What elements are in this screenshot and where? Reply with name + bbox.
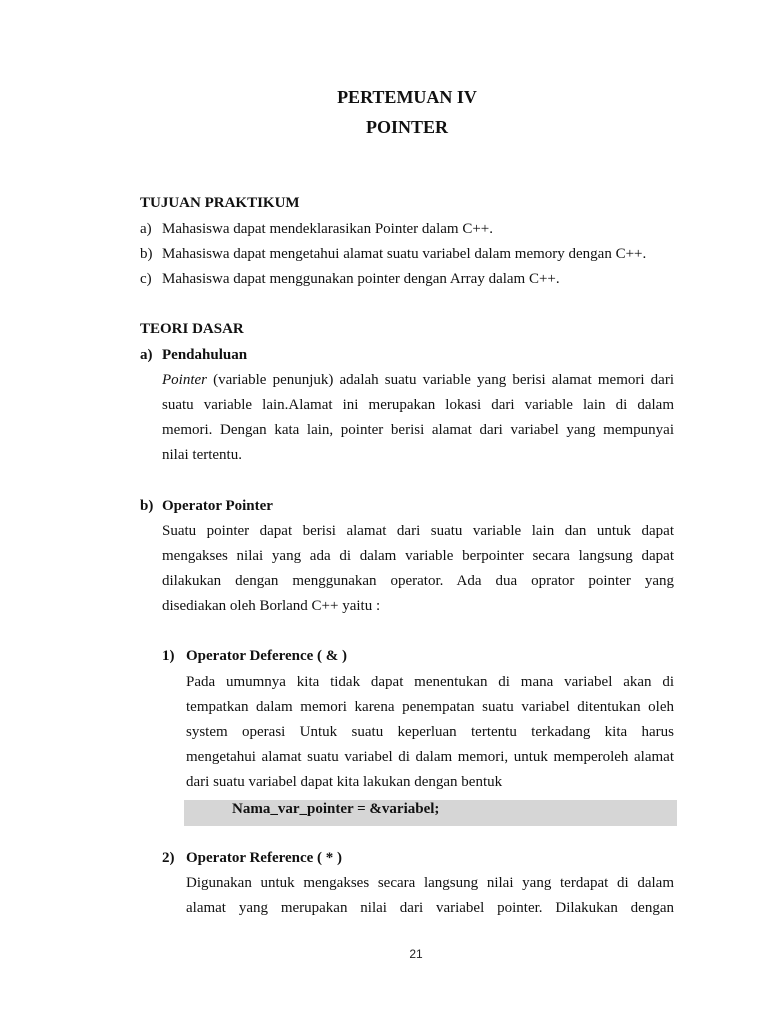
- line-text: (variable penunjuk) adalah suatu variable yang berisi alamat memori dari: [213, 372, 674, 388]
- page-number: 21: [409, 947, 423, 961]
- objective-item-text: Mahasiswa dapat mendeklarasikan Pointer dalam C++.: [162, 221, 493, 237]
- subsection-label: a): [140, 347, 153, 363]
- subsection-title: Operator Pointer: [162, 498, 273, 514]
- subsection-number: 1): [162, 648, 175, 664]
- objective-item-text: Mahasiswa dapat mengetahui alamat suatu variabel dalam memory dengan C++.: [162, 246, 647, 262]
- paragraph-line: mengetahui alamat suatu variabel di dalam memori, untuk memperoleh alamat: [186, 749, 674, 765]
- paragraph-line: Suatu pointer dapat berisi alamat dari suatu variable lain dan untuk dapat: [162, 523, 674, 539]
- code-syntax-box: [184, 800, 677, 826]
- objectives-list: [140, 217, 700, 292]
- objective-item-label: c): [140, 271, 152, 287]
- paragraph-line: nilai tertentu.: [162, 447, 242, 463]
- subsection-title: Pendahuluan: [162, 347, 248, 363]
- paragraph-line: mengakses nilai yang ada di dalam variable berpointer secara langsung dapat: [162, 548, 674, 564]
- subsection-title: Operator Reference ( * ): [186, 850, 343, 866]
- paragraph-line: [162, 368, 674, 393]
- section-heading-teori-dasar: TEORI DASAR: [140, 321, 244, 337]
- subsection-title: Operator Deference ( & ): [186, 648, 348, 664]
- paragraph-line: tempatkan dalam memori karena penempatan suatu variabel ditentukan oleh: [186, 699, 674, 715]
- subsection-heading-operator-reference: [162, 846, 342, 871]
- paragraph-pendahuluan: [162, 368, 674, 468]
- objective-item-label: b): [140, 246, 153, 262]
- objective-item: [140, 217, 700, 242]
- paragraph-line: memori. Dengan kata lain, pointer berisi alamat dari variabel yang mempunyai: [162, 422, 674, 438]
- paragraph-line: Digunakan untuk mengakses secara langsung nilai yang terdapat di dalam: [186, 875, 674, 891]
- paragraph-line: system operasi Untuk suatu keperluan tertentu terkadang kita harus: [186, 724, 674, 740]
- objective-item: [140, 267, 700, 292]
- italic-term: Pointer: [162, 372, 207, 388]
- page-subtitle: POINTER: [365, 117, 448, 137]
- paragraph-line: Pada umumnya kita tidak dapat menentukan di mana variabel akan di: [186, 674, 674, 690]
- subsection-heading-operator-deference: [162, 644, 347, 669]
- objective-item: [140, 242, 700, 267]
- paragraph-operator-deference: [186, 670, 674, 795]
- subsection-label: b): [140, 498, 154, 514]
- subsection-heading-operator-pointer: [140, 494, 273, 519]
- objective-item-text: Mahasiswa dapat menggunakan pointer dengan Array dalam C++.: [162, 271, 560, 287]
- subsection-heading-pendahuluan: [140, 343, 247, 368]
- page-title: PERTEMUAN IV: [337, 87, 477, 107]
- paragraph-line: dilakukan dengan menggunakan operator. Ada dua oprator pointer yang: [162, 573, 674, 589]
- paragraph-operator-reference: [186, 871, 674, 921]
- paragraph-line: disediakan oleh Borland C++ yaitu :: [162, 598, 381, 614]
- paragraph-line: alamat yang merupakan nilai dari variabel pointer. Dilakukan dengan: [186, 900, 674, 916]
- objective-item-label: a): [140, 221, 152, 237]
- code-syntax: Nama_var_pointer = &variabel;: [232, 801, 440, 817]
- paragraph-operator-pointer: [162, 519, 674, 619]
- paragraph-line: suatu variable lain.Alamat ini merupakan lokasi dari variable lain di dalam: [162, 397, 674, 413]
- subsection-number: 2): [162, 850, 175, 866]
- section-heading-tujuan-praktikum: TUJUAN PRAKTIKUM: [140, 195, 300, 211]
- paragraph-line: dari suatu variabel dapat kita lakukan dengan bentuk: [186, 774, 503, 790]
